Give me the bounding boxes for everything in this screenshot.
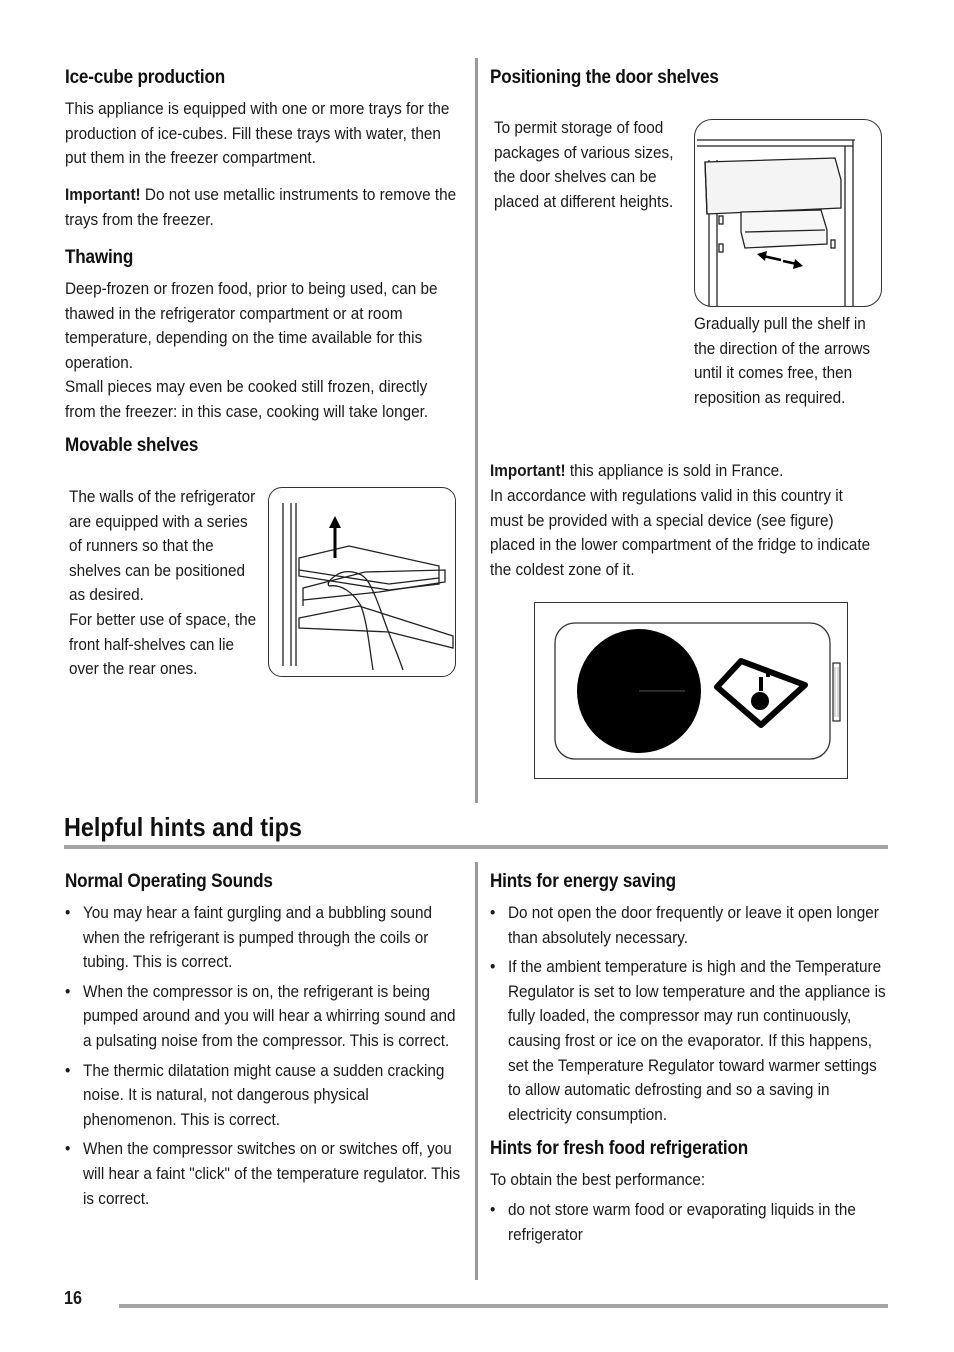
fresh-list (490, 1198, 888, 1252)
france-important-text: this appliance is sold in France. (565, 461, 784, 480)
list-item: • do not store warm food or evaporating liquids in the refrigerator (490, 1200, 856, 1244)
column-divider-bottom (475, 862, 478, 1280)
bullet: • (65, 1060, 71, 1080)
door-shelves-caption: Gradually pull the shelf in the direction of the arrows until it comes free, then reposition as required. (694, 314, 871, 407)
door-shelf-figure (694, 119, 882, 307)
important-label: Important! (65, 185, 141, 204)
shelf-figure (268, 487, 456, 677)
france-important-label: Important! (490, 461, 566, 480)
column-divider-top (475, 58, 478, 803)
bullet: • (65, 1139, 71, 1159)
ice-cube-text: This appliance is equipped with one or more trays for the production of ice-cubes. Fill these trays with water, then put them in the freezer compartment. (65, 99, 450, 168)
door-shelves-heading: Positioning the door shelves (490, 67, 719, 88)
page-number: 16 (64, 1288, 83, 1308)
movable-shelves-text-1: The walls of the refrigerator are equipped with a series of runners so that the shelves can be positioned as desired. (69, 487, 256, 605)
movable-shelves-text-2: For better use of space, the front half-shelves can lie over the rear ones. (69, 610, 257, 679)
movable-shelves-heading: Movable shelves (65, 435, 199, 456)
section-rule (64, 845, 888, 849)
door-shelf-arrows-icon (695, 120, 881, 306)
list-item: • Do not open the door frequently or leave it open longer than absolutely necessary. (490, 903, 879, 947)
list-item: • If the ambient temperature is high and the Temperature Regulator is set to low temperature and the appliance is fully loaded, the compressor may run continuously, causing frost or ice on the evaporator. If this happens, set the Temperature Regulator toward warmer settings to allow automatic defrosting and so a saving in electricity consumption. (490, 957, 886, 1124)
list-item: • When the compressor is on, the refrigerant is being pumped around and you will hear a whirring sound and a pulsating noise from the compressor. This is correct. (65, 981, 456, 1050)
bullet: • (65, 903, 71, 922)
sounds-heading: Normal Operating Sounds (65, 871, 273, 892)
section-title: Helpful hints and tips (64, 812, 302, 842)
fresh-intro: To obtain the best performance: (490, 1170, 706, 1189)
thawing-text-2: Small pieces may even be cooked still frozen, directly from the freezer: in this case, cooking will take longer. (65, 377, 429, 421)
ice-cube-heading: Ice-cube production (65, 67, 226, 88)
door-shelves-text: To permit storage of food packages of various sizes, the door shelves can be placed at different heights. (494, 118, 674, 211)
energy-list (490, 901, 888, 1132)
sounds-list (65, 901, 461, 1216)
important-text: Do not use metallic instruments to remove the trays from the freezer. (65, 185, 457, 229)
bullet: • (490, 957, 496, 977)
coldest-zone-indicator-icon (535, 603, 847, 778)
list-item: • When the compressor switches on or switches off, you will hear a faint "click" of the temperature regulator. This is correct. (65, 1139, 461, 1208)
bullet: • (490, 1200, 496, 1219)
list-item: • The thermic dilatation might cause a sudden cracking noise. It is natural, not dangerous physical phenomenon. This is correct. (65, 1060, 445, 1129)
ice-cube-important (65, 183, 457, 232)
list-item: • You may hear a faint gurgling and a bubbling sound when the refrigerant is pumped through the coils or tubing. This is correct. (65, 903, 433, 972)
france-important (490, 459, 877, 484)
thawing-text-1: Deep-frozen or frozen food, prior to being used, can be thawed in the refrigerator compartment or at room temperature, depending on the time available for this operation. (65, 279, 438, 372)
bullet: • (490, 903, 496, 922)
footer-rule (119, 1304, 888, 1308)
thawing-heading: Thawing (65, 247, 134, 268)
refrigerator-shelf-hand-icon (269, 488, 455, 676)
fresh-heading: Hints for fresh food refrigeration (490, 1138, 749, 1159)
bullet: • (65, 981, 71, 1001)
energy-heading: Hints for energy saving (490, 871, 676, 892)
coldest-zone-figure (534, 602, 848, 779)
regulation-text: In accordance with regulations valid in this country it must be provided with a special device (see figure) placed in the lower compartment of the fridge to indicate the coldest zone of it. (490, 486, 871, 579)
